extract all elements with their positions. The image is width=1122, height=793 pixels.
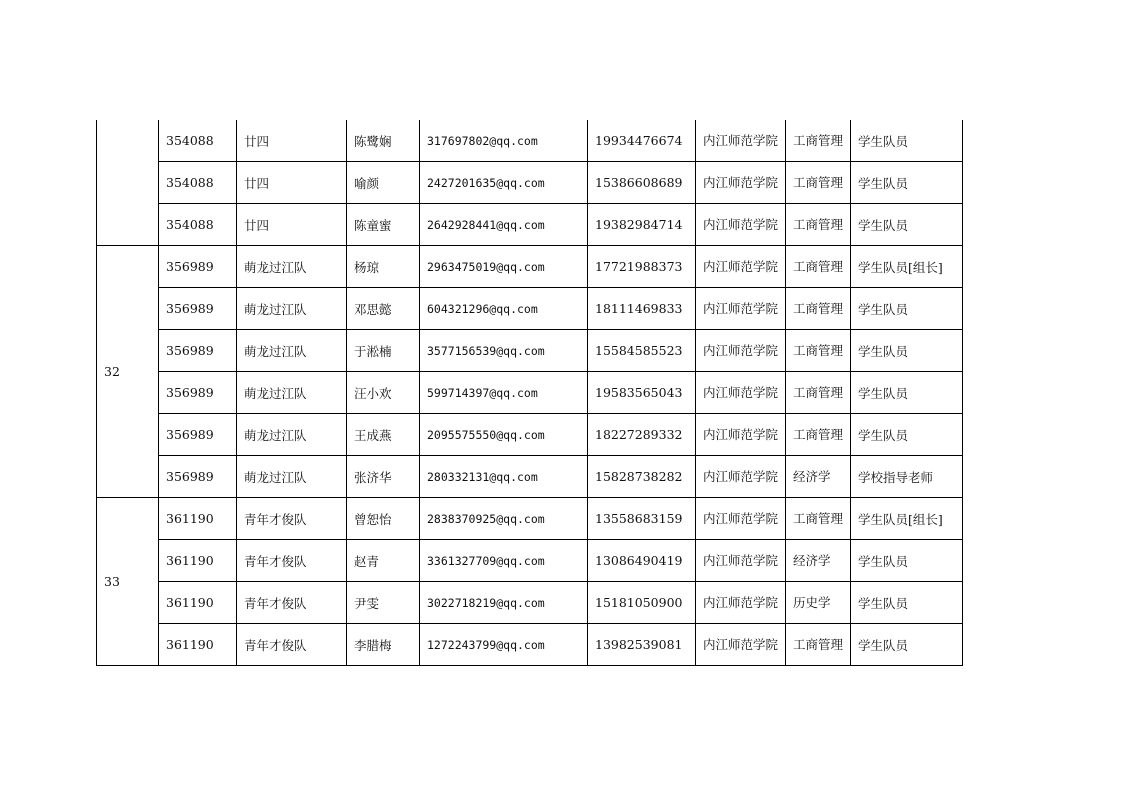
school-cell: 内江师范学院 [696, 414, 786, 456]
team-name-cell: 青年才俊队 [237, 624, 347, 666]
school-cell: 内江师范学院 [696, 288, 786, 330]
roster-body [97, 120, 963, 666]
school-cell: 内江师范学院 [696, 204, 786, 246]
email-cell: 280332131@qq.com [420, 456, 588, 498]
table-row [97, 540, 963, 582]
role-cell: 学生队员 [851, 288, 963, 330]
school-cell: 内江师范学院 [696, 330, 786, 372]
phone-cell: 13982539081 [588, 624, 696, 666]
role-cell: 学生队员 [851, 330, 963, 372]
member-name-cell: 喻颜 [347, 162, 420, 204]
member-name-cell: 尹雯 [347, 582, 420, 624]
major-cell: 工商管理 [786, 288, 851, 330]
team-name-cell: 萌龙过江队 [237, 246, 347, 288]
major-cell: 工商管理 [786, 204, 851, 246]
email-cell: 599714397@qq.com [420, 372, 588, 414]
group-number-cell [97, 120, 159, 246]
phone-cell: 13086490419 [588, 540, 696, 582]
major-cell: 工商管理 [786, 162, 851, 204]
member-name-cell: 王成燕 [347, 414, 420, 456]
email-cell: 3577156539@qq.com [420, 330, 588, 372]
phone-cell: 15386608689 [588, 162, 696, 204]
role-cell: 学生队员 [851, 414, 963, 456]
phone-cell: 18227289332 [588, 414, 696, 456]
school-cell: 内江师范学院 [696, 372, 786, 414]
team-name-cell: 廿四 [237, 162, 347, 204]
table-row [97, 582, 963, 624]
member-name-cell: 张济华 [347, 456, 420, 498]
email-cell: 2095575550@qq.com [420, 414, 588, 456]
table-row [97, 624, 963, 666]
email-cell: 2427201635@qq.com [420, 162, 588, 204]
email-cell: 1272243799@qq.com [420, 624, 588, 666]
team-name-cell: 萌龙过江队 [237, 288, 347, 330]
team-id-cell: 356989 [159, 288, 237, 330]
team-id-cell: 361190 [159, 498, 237, 540]
member-name-cell: 于淞楠 [347, 330, 420, 372]
role-cell: 学生队员[组长] [851, 246, 963, 288]
phone-cell: 19382984714 [588, 204, 696, 246]
role-cell: 学生队员 [851, 120, 963, 162]
phone-cell: 17721988373 [588, 246, 696, 288]
phone-cell: 19934476674 [588, 120, 696, 162]
role-cell: 学校指导老师 [851, 456, 963, 498]
school-cell: 内江师范学院 [696, 246, 786, 288]
role-cell: 学生队员[组长] [851, 498, 963, 540]
team-id-cell: 356989 [159, 372, 237, 414]
phone-cell: 13558683159 [588, 498, 696, 540]
team-name-cell: 萌龙过江队 [237, 372, 347, 414]
team-name-cell: 青年才俊队 [237, 498, 347, 540]
team-roster-table [96, 120, 963, 666]
member-name-cell: 赵青 [347, 540, 420, 582]
email-cell: 2963475019@qq.com [420, 246, 588, 288]
team-id-cell: 354088 [159, 204, 237, 246]
major-cell: 工商管理 [786, 246, 851, 288]
school-cell: 内江师范学院 [696, 498, 786, 540]
phone-cell: 15584585523 [588, 330, 696, 372]
school-cell: 内江师范学院 [696, 624, 786, 666]
email-cell: 2838370925@qq.com [420, 498, 588, 540]
major-cell: 工商管理 [786, 498, 851, 540]
phone-cell: 19583565043 [588, 372, 696, 414]
team-name-cell: 萌龙过江队 [237, 330, 347, 372]
role-cell: 学生队员 [851, 204, 963, 246]
table-row [97, 414, 963, 456]
table-row [97, 204, 963, 246]
group-number-cell: 33 [97, 498, 159, 666]
phone-cell: 15181050900 [588, 582, 696, 624]
role-cell: 学生队员 [851, 540, 963, 582]
school-cell: 内江师范学院 [696, 120, 786, 162]
team-id-cell: 356989 [159, 246, 237, 288]
team-name-cell: 青年才俊队 [237, 582, 347, 624]
role-cell: 学生队员 [851, 372, 963, 414]
team-id-cell: 354088 [159, 162, 237, 204]
phone-cell: 18111469833 [588, 288, 696, 330]
team-id-cell: 356989 [159, 330, 237, 372]
team-name-cell: 廿四 [237, 120, 347, 162]
table-row [97, 498, 963, 540]
table-row [97, 162, 963, 204]
member-name-cell: 邓思懿 [347, 288, 420, 330]
member-name-cell: 曾恕怡 [347, 498, 420, 540]
major-cell: 经济学 [786, 540, 851, 582]
member-name-cell: 李腊梅 [347, 624, 420, 666]
school-cell: 内江师范学院 [696, 540, 786, 582]
table-row [97, 372, 963, 414]
major-cell: 历史学 [786, 582, 851, 624]
team-name-cell: 萌龙过江队 [237, 456, 347, 498]
phone-cell: 15828738282 [588, 456, 696, 498]
team-name-cell: 萌龙过江队 [237, 414, 347, 456]
team-id-cell: 354088 [159, 120, 237, 162]
team-id-cell: 361190 [159, 582, 237, 624]
team-id-cell: 361190 [159, 624, 237, 666]
role-cell: 学生队员 [851, 582, 963, 624]
school-cell: 内江师范学院 [696, 456, 786, 498]
major-cell: 工商管理 [786, 120, 851, 162]
school-cell: 内江师范学院 [696, 582, 786, 624]
role-cell: 学生队员 [851, 624, 963, 666]
email-cell: 3361327709@qq.com [420, 540, 588, 582]
email-cell: 604321296@qq.com [420, 288, 588, 330]
member-name-cell: 杨琼 [347, 246, 420, 288]
major-cell: 工商管理 [786, 372, 851, 414]
group-number-cell: 32 [97, 246, 159, 498]
major-cell: 经济学 [786, 456, 851, 498]
member-name-cell: 汪小欢 [347, 372, 420, 414]
email-cell: 317697802@qq.com [420, 120, 588, 162]
team-name-cell: 廿四 [237, 204, 347, 246]
table-row [97, 246, 963, 288]
table-row [97, 120, 963, 162]
member-name-cell: 陈鹭娴 [347, 120, 420, 162]
member-name-cell: 陈童蜜 [347, 204, 420, 246]
email-cell: 2642928441@qq.com [420, 204, 588, 246]
role-cell: 学生队员 [851, 162, 963, 204]
school-cell: 内江师范学院 [696, 162, 786, 204]
table-row [97, 456, 963, 498]
team-id-cell: 361190 [159, 540, 237, 582]
team-id-cell: 356989 [159, 414, 237, 456]
team-name-cell: 青年才俊队 [237, 540, 347, 582]
major-cell: 工商管理 [786, 414, 851, 456]
email-cell: 3022718219@qq.com [420, 582, 588, 624]
table-row [97, 330, 963, 372]
table-row [97, 288, 963, 330]
major-cell: 工商管理 [786, 330, 851, 372]
major-cell: 工商管理 [786, 624, 851, 666]
team-id-cell: 356989 [159, 456, 237, 498]
